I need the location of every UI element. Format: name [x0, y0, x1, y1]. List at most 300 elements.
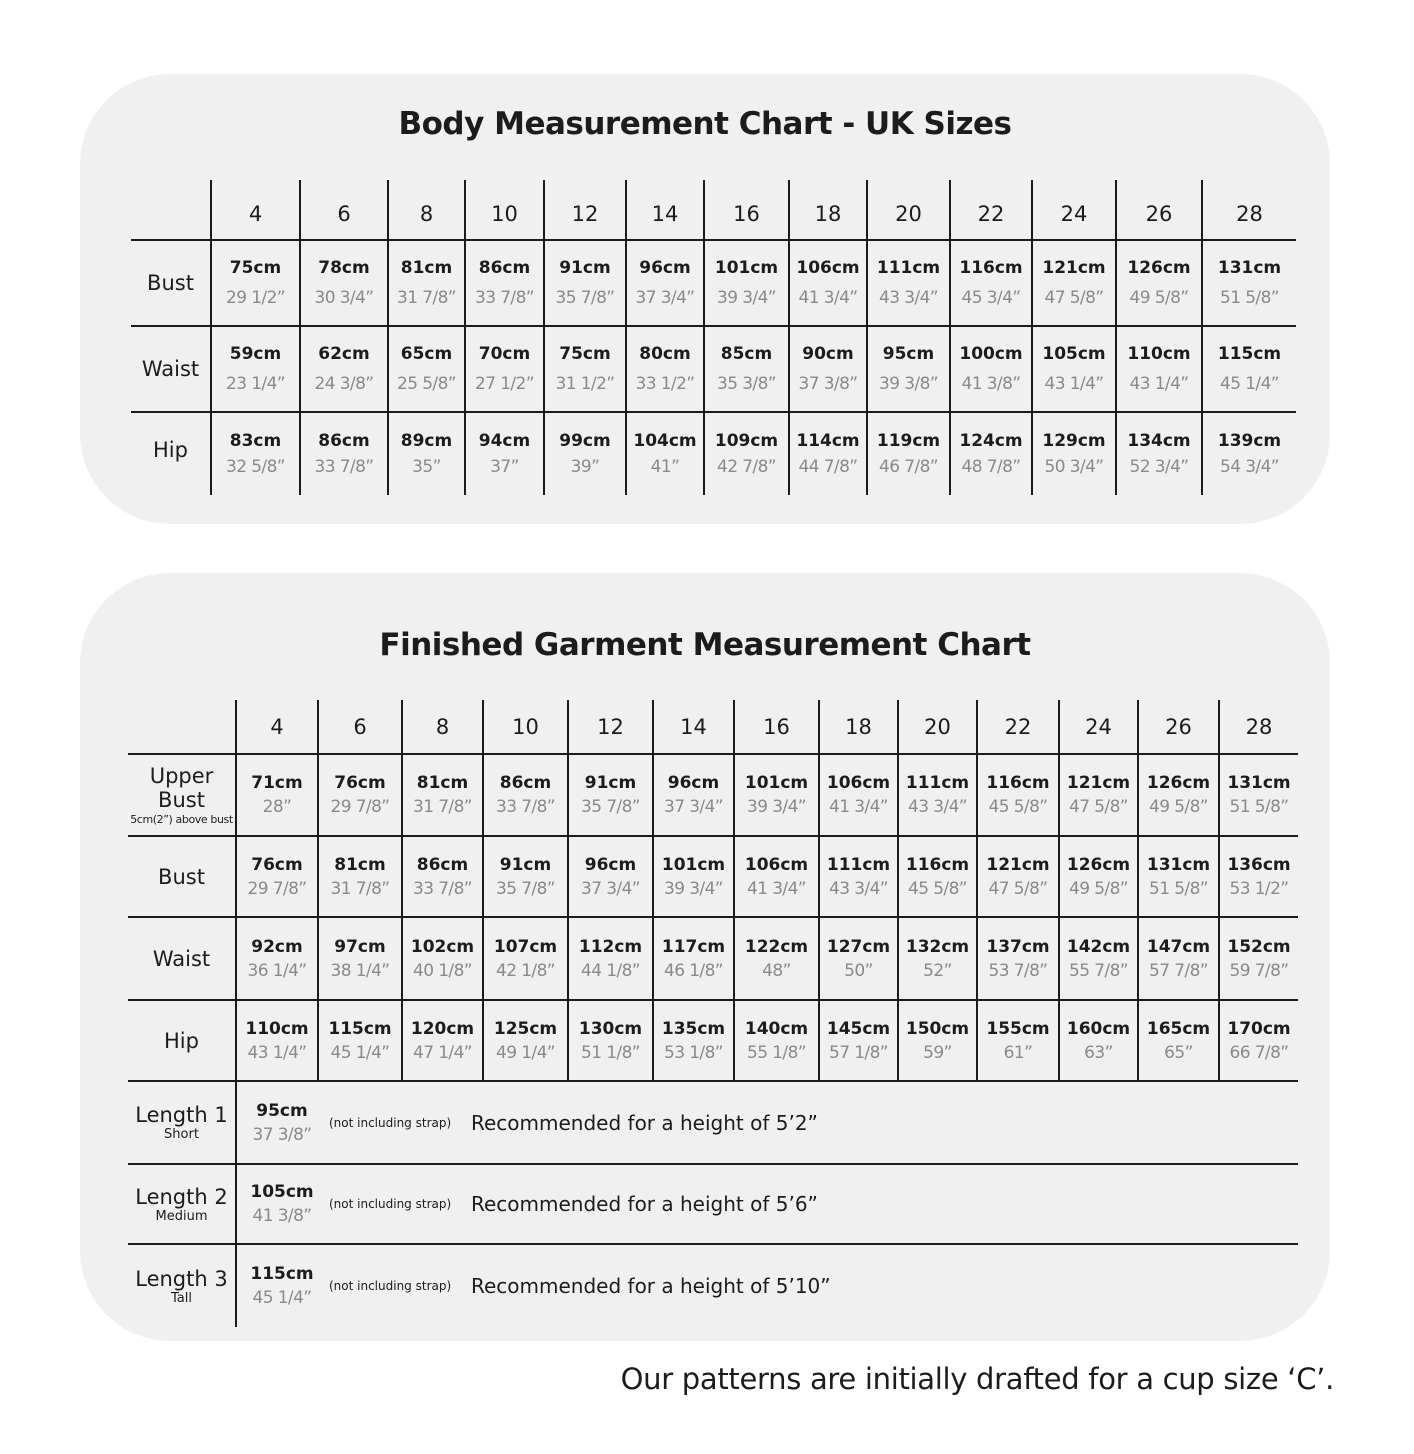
- cm-value: 92cm: [251, 936, 303, 957]
- cm-value: 170cm: [1227, 1018, 1291, 1039]
- inch-value: 39 3/4”: [716, 288, 776, 308]
- cm-value: 150cm: [905, 1018, 970, 1039]
- size-header: 18: [789, 180, 867, 240]
- cm-value: 86cm: [499, 773, 552, 793]
- measurement-cell: [819, 917, 898, 1000]
- inch-value: 37 3/8”: [252, 1124, 312, 1145]
- garment-measurement-table: [128, 700, 1298, 1327]
- cm-value: 127cm: [826, 936, 891, 957]
- measurement-cell: [465, 412, 544, 495]
- measurement-cell: [789, 412, 867, 495]
- cm-value: 116cm: [905, 854, 970, 875]
- measurement-cell: [1138, 917, 1219, 1000]
- inch-value: 42 7/8”: [716, 457, 776, 477]
- cm-value: 116cm: [986, 773, 1050, 793]
- cm-value: 114cm: [796, 431, 860, 451]
- measurement-cell: [898, 1000, 977, 1081]
- inch-value: 50”: [844, 960, 873, 981]
- cm-value: 132cm: [905, 936, 970, 957]
- cm-value: 130cm: [578, 1018, 643, 1039]
- row-label: [128, 836, 236, 917]
- measurement-cell: [544, 412, 626, 495]
- inch-value: 33 7/8”: [314, 457, 374, 477]
- measurement-cell: [950, 240, 1032, 326]
- length-label: [128, 1244, 236, 1327]
- inch-value: 45 1/4”: [252, 1288, 312, 1308]
- length-sublabel: Medium: [155, 1208, 208, 1224]
- size-header: 28: [1202, 180, 1296, 240]
- cm-value: 101cm: [744, 773, 809, 793]
- cm-value: 81cm: [334, 854, 386, 875]
- measurement-cell: [819, 754, 898, 836]
- size-header: 14: [653, 700, 734, 754]
- measurement-cell: [734, 836, 819, 917]
- cm-value: 111cm: [876, 258, 941, 278]
- size-header: 10: [465, 180, 544, 240]
- measurement-cell: [1116, 412, 1202, 495]
- length-label: [128, 1081, 236, 1164]
- size-header: 4: [236, 700, 318, 754]
- cm-value: 106cm: [796, 258, 860, 278]
- measurement-cell: [236, 836, 318, 917]
- inch-value: 43 3/4”: [828, 878, 888, 899]
- cm-value: 75cm: [229, 258, 282, 278]
- size-header: 8: [402, 700, 483, 754]
- size-header: 12: [568, 700, 653, 754]
- cm-value: 81cm: [400, 258, 453, 278]
- measurement-row: [131, 326, 1296, 412]
- inch-value: 45 3/4”: [961, 288, 1021, 308]
- cm-value: 126cm: [1127, 258, 1191, 278]
- length-row: [128, 1244, 1298, 1327]
- cm-value: 80cm: [639, 344, 691, 364]
- size-header: 4: [211, 180, 300, 240]
- measurement-row: [131, 412, 1296, 495]
- row-label: [128, 917, 236, 1000]
- inch-value: 53 1/2”: [1229, 878, 1289, 899]
- size-header: 16: [704, 180, 789, 240]
- measurement-cell: [1059, 917, 1138, 1000]
- measurement-cell: [300, 326, 388, 412]
- inch-value: 41”: [650, 457, 680, 477]
- cm-value: 115cm: [328, 1018, 392, 1039]
- measurement-cell: [300, 240, 388, 326]
- measurement-cell: [1059, 754, 1138, 836]
- inch-value: 57 7/8”: [1148, 960, 1208, 981]
- inch-value: 37 3/4”: [663, 797, 723, 817]
- size-header: 16: [734, 700, 819, 754]
- measurement-cell: [950, 412, 1032, 495]
- size-header: 10: [483, 700, 568, 754]
- cm-value: 65cm: [400, 344, 453, 364]
- inch-value: 52”: [923, 960, 952, 981]
- measurement-cell: [977, 754, 1059, 836]
- size-header: 20: [898, 700, 977, 754]
- cm-value: 137cm: [986, 936, 1050, 957]
- measurement-cell: [544, 326, 626, 412]
- row-label-text: Hip: [164, 1028, 199, 1053]
- length-values: [247, 1180, 317, 1228]
- length-label-text: Length 1: [135, 1103, 228, 1127]
- size-header: 28: [1219, 700, 1298, 754]
- measurement-cell: [1138, 1000, 1219, 1081]
- inch-value: 51 5/8”: [1148, 878, 1208, 899]
- inch-value: 55 7/8”: [1068, 960, 1128, 981]
- cm-value: 62cm: [318, 344, 370, 364]
- cm-value: 97cm: [334, 936, 386, 957]
- measurement-cell: [626, 326, 704, 412]
- measurement-cell: [1219, 754, 1298, 836]
- size-header: 24: [1059, 700, 1138, 754]
- inch-value: 41 3/4”: [798, 288, 858, 308]
- inch-value: 29 7/8”: [330, 797, 390, 817]
- cm-value: 155cm: [986, 1018, 1050, 1039]
- inch-value: 41 3/4”: [746, 878, 806, 899]
- inch-value: 41 3/8”: [252, 1206, 312, 1226]
- length-row: [128, 1081, 1298, 1164]
- inch-value: 47 5/8”: [1044, 288, 1104, 308]
- size-header: 18: [819, 700, 898, 754]
- cm-value: 94cm: [478, 431, 531, 451]
- cm-value: 145cm: [826, 1018, 891, 1039]
- inch-value: 49 1/4”: [495, 1042, 555, 1063]
- cm-value: 126cm: [1146, 773, 1211, 793]
- cm-value: 105cm: [1042, 344, 1106, 364]
- inch-value: 43 1/4”: [247, 1042, 307, 1063]
- measurement-cell: [211, 412, 300, 495]
- inch-value: 50 3/4”: [1044, 457, 1104, 477]
- measurement-row: [128, 754, 1298, 836]
- inch-value: 44 7/8”: [798, 457, 858, 477]
- row-label: [128, 1000, 236, 1081]
- measurement-cell: [867, 240, 950, 326]
- inch-value: 37 3/4”: [580, 878, 640, 899]
- measurement-cell: [704, 326, 789, 412]
- measurement-row: [128, 917, 1298, 1000]
- size-header: 8: [388, 180, 465, 240]
- cm-value: 122cm: [744, 936, 809, 957]
- inch-value: 32 5/8”: [225, 457, 285, 477]
- inch-value: 35”: [412, 457, 441, 477]
- cm-value: 95cm: [256, 1100, 308, 1121]
- measurement-cell: [483, 754, 568, 836]
- measurement-cell: [402, 754, 483, 836]
- inch-value: 43 3/4”: [907, 797, 967, 817]
- measurement-cell: [465, 240, 544, 326]
- cm-value: 70cm: [478, 344, 531, 364]
- cm-value: 112cm: [578, 936, 643, 957]
- inch-value: 49 5/8”: [1068, 878, 1128, 899]
- inch-value: 42 1/8”: [495, 960, 555, 981]
- inch-value: 39 3/4”: [746, 797, 806, 817]
- cm-value: 96cm: [584, 854, 637, 875]
- measurement-cell: [819, 1000, 898, 1081]
- cm-value: 76cm: [251, 854, 303, 875]
- measurement-cell: [734, 1000, 819, 1081]
- measurement-cell: [1032, 412, 1116, 495]
- measurement-cell: [1202, 326, 1296, 412]
- measurement-cell: [300, 412, 388, 495]
- row-label: [128, 754, 236, 836]
- measurement-cell: [950, 326, 1032, 412]
- cm-value: 75cm: [559, 344, 611, 364]
- measurement-cell: [483, 917, 568, 1000]
- cm-value: 104cm: [633, 431, 697, 451]
- inch-value: 31 1/2”: [555, 374, 615, 394]
- length-label-text: Length 3: [135, 1266, 228, 1291]
- inch-value: 45 1/4”: [330, 1042, 390, 1063]
- size-header: 6: [318, 700, 402, 754]
- cm-value: 131cm: [1146, 854, 1211, 875]
- inch-value: 41 3/4”: [828, 797, 888, 817]
- measurement-row: [131, 240, 1296, 326]
- cm-value: 135cm: [661, 1018, 726, 1039]
- inch-value: 33 1/2”: [635, 374, 695, 394]
- inch-value: 31 7/8”: [412, 797, 472, 817]
- inch-value: 51 5/8”: [1219, 288, 1279, 308]
- inch-value: 37”: [490, 457, 519, 477]
- inch-value: 35 7/8”: [580, 797, 640, 817]
- length-detail: [237, 1180, 1298, 1228]
- garment-header-row: [128, 700, 1298, 754]
- measurement-cell: [1202, 412, 1296, 495]
- inch-value: 33 7/8”: [474, 288, 534, 308]
- inch-value: 45 5/8”: [988, 797, 1048, 817]
- cm-value: 86cm: [416, 854, 469, 875]
- measurement-cell: [388, 326, 465, 412]
- inch-value: 31 7/8”: [330, 878, 390, 899]
- cm-value: 139cm: [1217, 431, 1282, 451]
- inch-value: 25 5/8”: [396, 374, 456, 394]
- measurement-cell: [789, 240, 867, 326]
- cm-value: 100cm: [959, 344, 1023, 364]
- cm-value: 134cm: [1127, 431, 1191, 451]
- measurement-cell: [568, 1000, 653, 1081]
- measurement-cell: [1202, 240, 1296, 326]
- measurement-cell: [819, 836, 898, 917]
- cm-value: 90cm: [802, 344, 854, 364]
- cm-value: 117cm: [661, 936, 726, 957]
- measurement-cell: [1032, 240, 1116, 326]
- inch-value: 23 1/4”: [225, 374, 285, 394]
- strap-note: (not including strap): [329, 1279, 452, 1293]
- body-chart-title: Body Measurement Chart - UK Sizes: [398, 106, 1012, 142]
- inch-value: 40 1/8”: [412, 960, 472, 981]
- inch-value: 48”: [762, 960, 791, 981]
- inch-value: 57 1/8”: [828, 1042, 888, 1063]
- cm-value: 147cm: [1146, 936, 1211, 957]
- measurement-cell: [544, 240, 626, 326]
- inch-value: 48 7/8”: [961, 457, 1021, 477]
- inch-value: 30 3/4”: [314, 288, 374, 308]
- measurement-cell: [318, 836, 402, 917]
- measurement-cell: [1116, 326, 1202, 412]
- length-sublabel: Short: [164, 1127, 199, 1142]
- inch-value: 61”: [1003, 1042, 1033, 1063]
- measurement-cell: [236, 754, 318, 836]
- measurement-row: [128, 836, 1298, 917]
- cm-value: 96cm: [639, 258, 691, 278]
- cm-value: 85cm: [720, 344, 773, 364]
- measurement-cell: [653, 917, 734, 1000]
- row-label: Bust: [131, 240, 211, 326]
- cm-value: 116cm: [959, 258, 1023, 278]
- length-detail-cell: [236, 1081, 1298, 1164]
- measurement-cell: [568, 836, 653, 917]
- inch-value: 46 1/8”: [663, 960, 723, 981]
- garment-chart-title: Finished Garment Measurement Chart: [379, 627, 1031, 663]
- measurement-cell: [898, 754, 977, 836]
- size-header: 24: [1032, 180, 1116, 240]
- inch-value: 44 1/8”: [580, 960, 640, 981]
- length-detail-cell: [236, 1164, 1298, 1244]
- measurement-cell: [626, 240, 704, 326]
- inch-value: 43 1/4”: [1129, 374, 1189, 394]
- inch-value: 55 1/8”: [746, 1042, 806, 1063]
- measurement-cell: [1219, 1000, 1298, 1081]
- inch-value: 27 1/2”: [474, 374, 534, 394]
- cm-value: 102cm: [410, 936, 475, 957]
- row-label-text: Waist: [152, 946, 211, 971]
- inch-value: 38 1/4”: [330, 960, 390, 981]
- inch-value: 39 3/8”: [878, 374, 938, 394]
- size-header: 26: [1138, 700, 1219, 754]
- size-header: 26: [1116, 180, 1202, 240]
- measurement-cell: [236, 1000, 318, 1081]
- inch-value: 65”: [1164, 1042, 1193, 1063]
- strap-note: (not including strap): [329, 1197, 452, 1211]
- strap-note: (not including strap): [329, 1115, 452, 1130]
- inch-value: 59”: [923, 1042, 952, 1063]
- measurement-cell: [1059, 836, 1138, 917]
- inch-value: 37 3/4”: [635, 288, 695, 308]
- measurement-cell: [1138, 754, 1219, 836]
- row-sublabel: 5cm(2”) above bust: [130, 812, 233, 826]
- length-values: [247, 1262, 317, 1310]
- cm-value: 91cm: [499, 854, 552, 875]
- measurement-cell: [898, 917, 977, 1000]
- inch-value: 53 1/8”: [663, 1042, 723, 1063]
- inch-value: 43 3/4”: [878, 288, 938, 308]
- cm-value: 109cm: [714, 431, 779, 451]
- measurement-cell: [318, 1000, 402, 1081]
- measurement-cell: [653, 754, 734, 836]
- cm-value: 152cm: [1227, 936, 1291, 957]
- cm-value: 115cm: [250, 1264, 314, 1284]
- inch-value: 49 5/8”: [1148, 797, 1208, 817]
- inch-value: 37 3/8”: [798, 374, 858, 394]
- cm-value: 136cm: [1227, 854, 1291, 875]
- measurement-cell: [653, 1000, 734, 1081]
- cm-value: 125cm: [493, 1018, 558, 1039]
- inch-value: 33 7/8”: [495, 797, 555, 817]
- cm-value: 110cm: [1127, 344, 1191, 364]
- inch-value: 51 5/8”: [1229, 797, 1289, 817]
- inch-value: 28”: [262, 797, 292, 817]
- cm-value: 59cm: [229, 344, 282, 364]
- length-label-text: Length 2: [135, 1184, 228, 1209]
- cm-value: 83cm: [229, 431, 282, 451]
- cm-value: 124cm: [959, 431, 1023, 451]
- cm-value: 110cm: [245, 1018, 309, 1039]
- cm-value: 105cm: [250, 1182, 314, 1202]
- height-recommendation: Recommended for a height of 5’6”: [471, 1192, 818, 1216]
- inch-value: 43 1/4”: [1044, 374, 1104, 394]
- measurement-cell: [1138, 836, 1219, 917]
- row-label-text: Upper Bust: [149, 763, 214, 812]
- inch-value: 24 3/8”: [314, 374, 374, 394]
- measurement-cell: [318, 917, 402, 1000]
- row-label-text: Bust: [158, 864, 205, 889]
- cm-value: 91cm: [584, 773, 637, 793]
- size-header: 20: [867, 180, 950, 240]
- measurement-cell: [483, 1000, 568, 1081]
- cm-value: 121cm: [1066, 773, 1131, 793]
- measurement-cell: [402, 917, 483, 1000]
- inch-value: 47 5/8”: [988, 878, 1048, 899]
- cm-value: 165cm: [1146, 1018, 1211, 1039]
- cm-value: 96cm: [667, 773, 720, 793]
- measurement-cell: [402, 1000, 483, 1081]
- cm-value: 78cm: [318, 258, 370, 278]
- height-recommendation: Recommended for a height of 5’10”: [471, 1274, 831, 1298]
- body-header-row: [131, 180, 1296, 240]
- measurement-cell: [388, 240, 465, 326]
- cup-size-footnote: Our patterns are initially drafted for a cup size ‘C’.: [620, 1362, 1334, 1396]
- inch-value: 54 3/4”: [1219, 457, 1279, 477]
- measurement-cell: [626, 412, 704, 495]
- measurement-cell: [653, 836, 734, 917]
- header-corner: [128, 700, 236, 754]
- header-corner: [131, 180, 211, 240]
- measurement-cell: [734, 917, 819, 1000]
- cm-value: 111cm: [905, 773, 970, 793]
- measurement-cell: [568, 754, 653, 836]
- cm-value: 131cm: [1217, 258, 1282, 278]
- cm-value: 126cm: [1066, 854, 1131, 875]
- cm-value: 131cm: [1227, 773, 1291, 793]
- cm-value: 142cm: [1066, 936, 1131, 957]
- measurement-cell: [1219, 836, 1298, 917]
- inch-value: 33 7/8”: [412, 878, 472, 899]
- measurement-cell: [1116, 240, 1202, 326]
- inch-value: 66 7/8”: [1229, 1042, 1289, 1063]
- measurement-cell: [402, 836, 483, 917]
- cm-value: 106cm: [744, 854, 809, 875]
- inch-value: 39 3/4”: [663, 878, 723, 899]
- cm-value: 129cm: [1042, 431, 1106, 451]
- inch-value: 47 5/8”: [1068, 797, 1128, 817]
- measurement-cell: [734, 754, 819, 836]
- cm-value: 89cm: [400, 431, 453, 451]
- length-values: [247, 1099, 317, 1147]
- cm-value: 81cm: [416, 773, 469, 793]
- inch-value: 35 7/8”: [495, 878, 555, 899]
- measurement-cell: [318, 754, 402, 836]
- length-row: [128, 1164, 1298, 1244]
- cm-value: 76cm: [334, 773, 386, 793]
- inch-value: 52 3/4”: [1129, 457, 1189, 477]
- size-header: 6: [300, 180, 388, 240]
- inch-value: 45 5/8”: [907, 878, 967, 899]
- body-measurement-table: [131, 180, 1296, 495]
- inch-value: 35 7/8”: [555, 288, 615, 308]
- cm-value: 95cm: [882, 344, 935, 364]
- length-sublabel: Tall: [171, 1290, 192, 1306]
- measurement-cell: [568, 917, 653, 1000]
- inch-value: 36 1/4”: [247, 960, 307, 981]
- cm-value: 91cm: [559, 258, 611, 278]
